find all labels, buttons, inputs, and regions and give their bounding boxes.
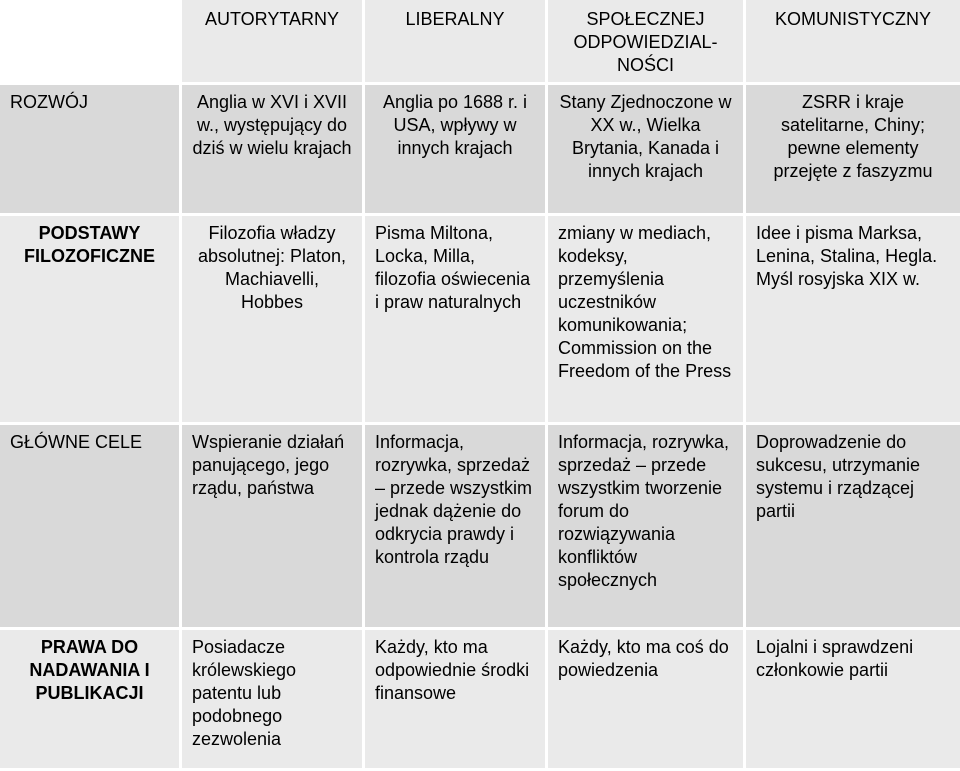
cell-rozwoj-autorytarny: Anglia w XVI i XVII w., występujący do dziś w wielu krajach	[182, 85, 365, 216]
cell-cele-komunistyczny: Doprowadzenie do sukcesu, utrzymanie systemu i rządzącej partii	[746, 425, 960, 630]
header-spolecznej-odpowiedzialnosci: SPOŁECZNEJ ODPOWIEDZIAL-NOŚCI	[548, 0, 746, 85]
cell-rozwoj-spoleczna: Stany Zjednoczone w XX w., Wielka Brytania, Kanada i innych krajach	[548, 85, 746, 216]
cell-cele-autorytarny: Wspieranie działań panującego, jego rządu, państwa	[182, 425, 365, 630]
cell-prawa-spoleczna: Każdy, kto ma coś do powiedzenia	[548, 630, 746, 771]
row-label-rozwoj: ROZWÓJ	[0, 85, 182, 216]
row-label-glowne-cele: GŁÓWNE CELE	[0, 425, 182, 630]
row-label-podstawy: PODSTAWY FILOZOFICZNE	[0, 216, 182, 425]
cell-rozwoj-komunistyczny: ZSRR i kraje satelitarne, Chiny; pewne elementy przejęte z faszyzmu	[746, 85, 960, 216]
header-komunistyczny: KOMUNISTYCZNY	[746, 0, 960, 85]
row-label-prawa: PRAWA DO NADAWANIA I PUBLIKACJI	[0, 630, 182, 771]
cell-cele-spoleczna: Informacja, rozrywka, sprzedaż – przede wszystkim tworzenie forum do rozwiązywania konfliktów społecznych	[548, 425, 746, 630]
header-autorytarny: AUTORYTARNY	[182, 0, 365, 85]
cell-podstawy-liberalny: Pisma Miltona, Locka, Milla, filozofia oświecenia i praw naturalnych	[365, 216, 548, 425]
cell-prawa-liberalny: Każdy, kto ma odpowiednie środki finansowe	[365, 630, 548, 771]
header-corner	[0, 0, 182, 85]
cell-prawa-autorytarny: Posiadacze królewskiego patentu lub podobnego zezwolenia	[182, 630, 365, 771]
cell-rozwoj-liberalny: Anglia po 1688 r. i USA, wpływy w innych krajach	[365, 85, 548, 216]
header-liberalny: LIBERALNY	[365, 0, 548, 85]
cell-podstawy-autorytarny: Filozofia władzy absolutnej: Platon, Machiavelli, Hobbes	[182, 216, 365, 425]
cell-cele-liberalny: Informacja, rozrywka, sprzedaż – przede wszystkim jednak dążenie do odkrycia prawdy i kontrola rządu	[365, 425, 548, 630]
cell-podstawy-spoleczna: zmiany w mediach, kodeksy, przemyślenia uczestników komunikowania; Commission on the Freedom of the Press	[548, 216, 746, 425]
cell-prawa-komunistyczny: Lojalni i sprawdzeni członkowie partii	[746, 630, 960, 771]
cell-podstawy-komunistyczny: Idee i pisma Marksa, Lenina, Stalina, Hegla. Myśl rosyjska XIX w.	[746, 216, 960, 425]
